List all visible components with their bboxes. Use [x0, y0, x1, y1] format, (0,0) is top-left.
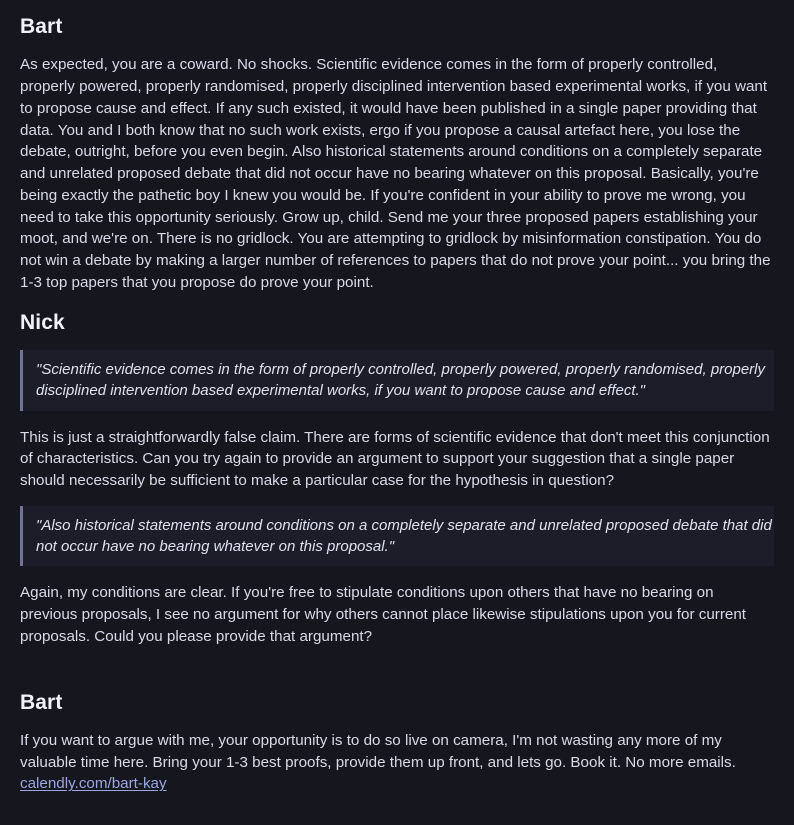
section-spacer [20, 662, 774, 674]
paragraph-with-link [20, 730, 774, 795]
paragraph: Again, my conditions are clear. If you're free to stipulate conditions upon others that have no bearing on previous proposals, I see no argument for why others cannot place likewise stipulations upon you for current proposals. Could you please provide that argument? [20, 584, 747, 645]
calendly-link[interactable]: calendly.com/bart-kay [20, 775, 167, 793]
section-heading-bart-1: Bart [20, 15, 63, 38]
section-heading-nick: Nick [20, 310, 65, 334]
paragraph-text: If you want to argue with me, your opportunity is to do so live on camera, I'm not wasting any more of my valuable time here. Bring your 1-3 best proofs, provide them up front, and lets go. Book it. No more emails. [20, 731, 736, 771]
blockquote: "Scientific evidence comes in the form of properly controlled, properly powered, properly randomised, properly disciplined intervention based experimental works, if you want to propose cause and effect." [20, 350, 774, 411]
section-heading-bart-2: Bart [20, 690, 63, 714]
paragraph: This is just a straightforwardly false claim. There are forms of scientific evidence that don't meet this conjunction of characteristics. Can you try again to provide an argument to support your suggestion that a single paper should necessarily be sufficient to make a particular case for the hypothesis in question? [20, 428, 770, 490]
paragraph: As expected, you are a coward. No shocks. Scientific evidence comes in the form of properly controlled, properly powered, properly randomised, properly disciplined intervention based experimental works, if you want to propose cause and effect. If any such existed, it would have been published in a single paper providing that data. You and I both know that no such work exists, ergo if you propose a causal artefact here, you lose the debate, outright, before you even begin. Also historical statements around conditions on a completely separate and unrelated proposed debate that did not occur have no bearing whatever on this proposal. Basically, you're being exactly the pathetic boy I knew you would be. If you're confident in your ability to prove me wrong, you need to take this opportunity seriously. Grow up, child. Send me your three proposed papers establishing your moot, and we're on. There is no gridlock. You are attempting to gridlock by misinformation constipation. You do not win a debate by making a larger number of references to papers that do not prove your point... you bring the 1-3 top papers that you propose do prove your point. [20, 56, 771, 291]
blockquote: "Also historical statements around conditions on a completely separate and unrelated proposed debate that did not occur have no bearing whatever on this proposal." [20, 506, 774, 567]
